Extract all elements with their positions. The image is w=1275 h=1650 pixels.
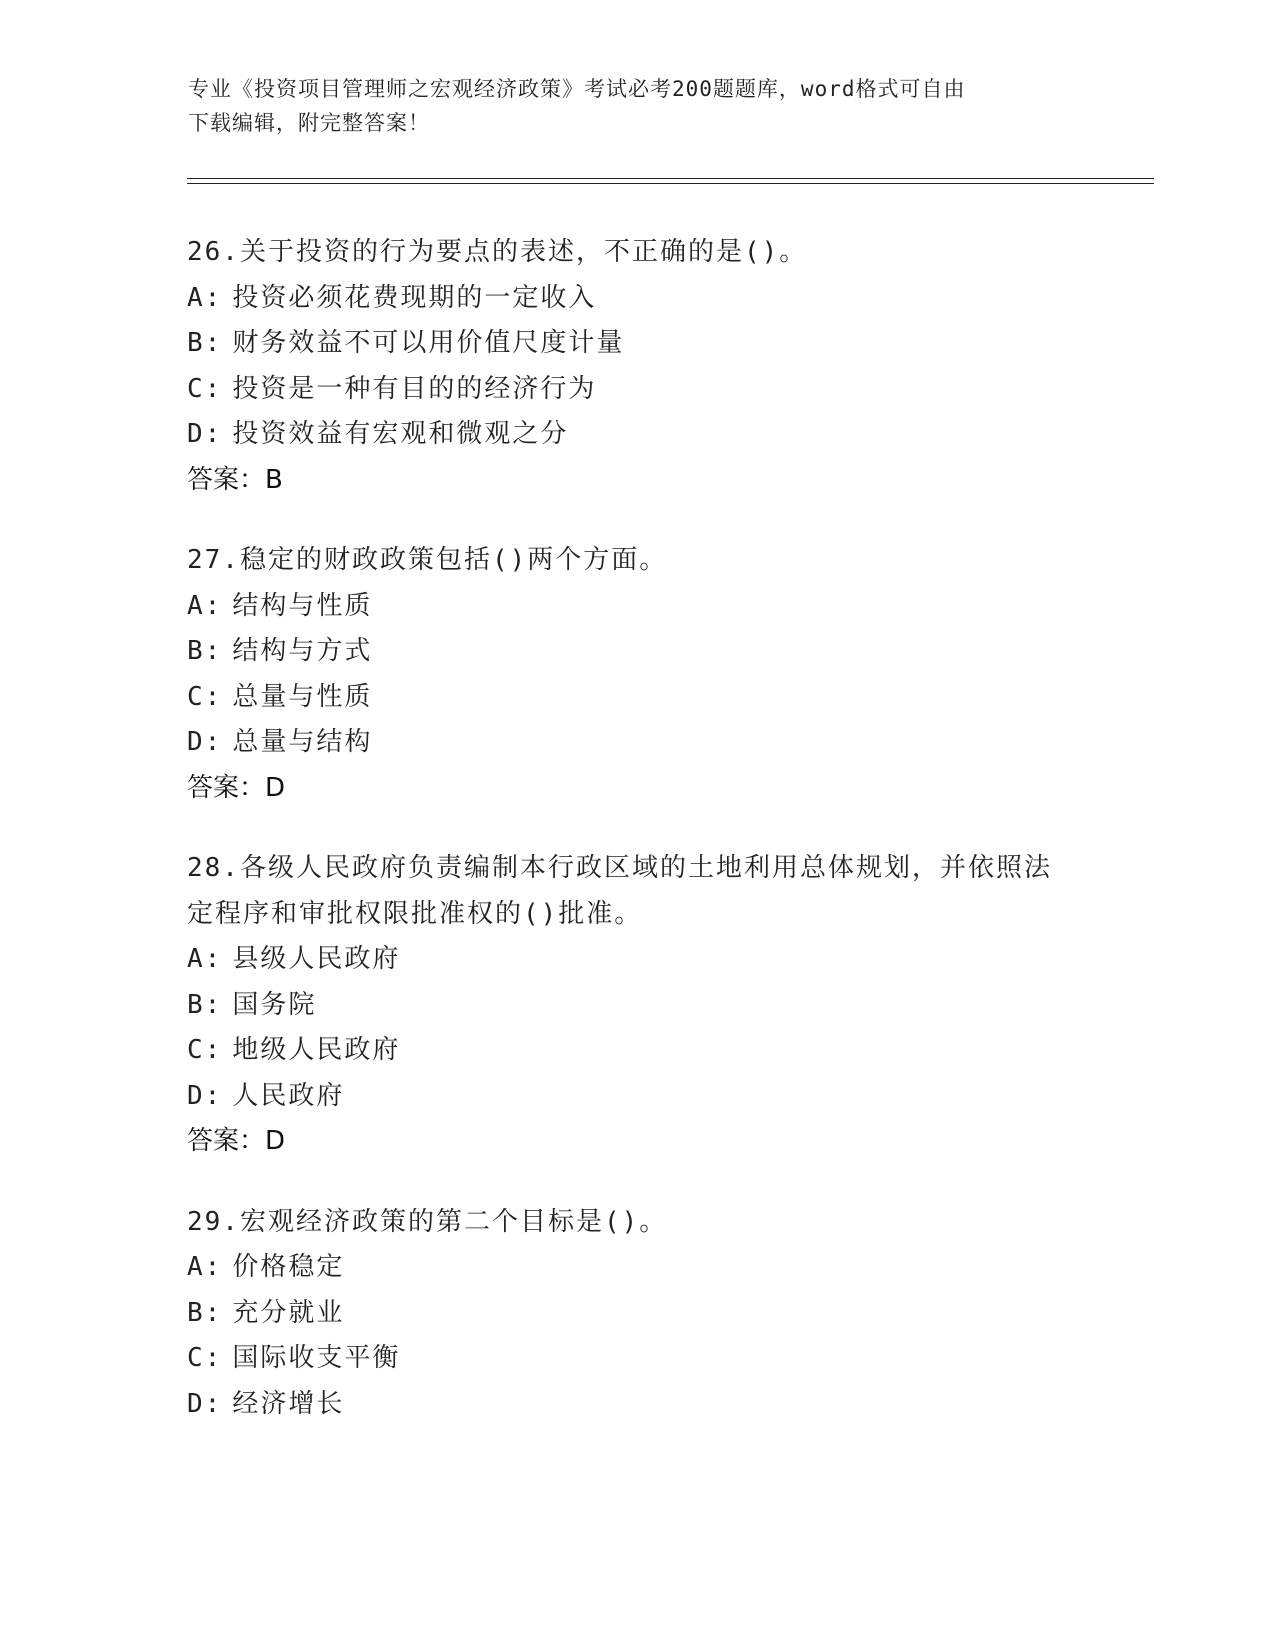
- answer-key: 答案：B: [187, 464, 283, 495]
- header-line-2: 下载编辑，附完整答案！: [188, 111, 430, 135]
- option-text: 价格稳定: [232, 1252, 345, 1282]
- option-text: 结构与方式: [232, 636, 373, 666]
- option-letter: C:: [187, 373, 223, 404]
- answer-option: [187, 321, 1147, 367]
- option-letter: D:: [187, 1080, 223, 1111]
- option-text: 地级人民政府: [232, 1035, 401, 1065]
- option-letter: A:: [187, 1252, 223, 1282]
- question-stem: 28.各级人民政府负责编制本行政区域的土地利用总体规划，并依照法: [187, 853, 1052, 883]
- answer-key: 答案：D: [187, 772, 286, 803]
- answer-option: [187, 1382, 1147, 1428]
- option-text: 充分就业: [232, 1297, 345, 1328]
- option-text: 总量与结构: [232, 727, 373, 757]
- answer-option: [187, 584, 1147, 630]
- option-letter: D:: [187, 1388, 223, 1419]
- header-divider: [187, 178, 1154, 184]
- option-letter: B:: [187, 1297, 223, 1328]
- question-stem: 27.稳定的财政政策包括()两个方面。: [187, 545, 668, 575]
- option-text: 投资是一种有目的的经济行为: [232, 373, 597, 404]
- answer-option: [187, 675, 1147, 721]
- option-text: 结构与性质: [232, 590, 373, 621]
- question-block: [187, 538, 1147, 811]
- option-letter: C:: [187, 1035, 223, 1065]
- option-text: 县级人民政府: [232, 944, 401, 974]
- answer-option: [187, 1291, 1147, 1337]
- answer-option: [187, 983, 1147, 1029]
- answer-key: 答案：D: [187, 1126, 286, 1156]
- answer-option: [187, 1074, 1147, 1120]
- option-letter: D:: [187, 727, 223, 757]
- answer-option: [187, 629, 1147, 675]
- answer-option: [187, 1245, 1147, 1291]
- option-letter: B:: [187, 636, 223, 666]
- option-text: 国际收支平衡: [232, 1343, 401, 1373]
- option-letter: B:: [187, 989, 223, 1020]
- question-stem: 29.宏观经济政策的第二个目标是()。: [187, 1206, 668, 1237]
- option-letter: A:: [187, 944, 223, 974]
- answer-option: [187, 1028, 1147, 1074]
- question-block: [187, 1200, 1147, 1428]
- option-letter: A:: [187, 282, 223, 313]
- option-letter: B:: [187, 328, 223, 358]
- question-stem: 26.关于投资的行为要点的表述，不正确的是()。: [187, 237, 808, 267]
- option-text: 总量与性质: [232, 681, 373, 712]
- answer-option: [187, 937, 1147, 983]
- option-text: 经济增长: [232, 1388, 345, 1419]
- answer-option: [187, 412, 1147, 458]
- option-text: 投资必须花费现期的一定收入: [232, 282, 597, 313]
- option-text: 国务院: [232, 989, 317, 1020]
- question-list: [187, 230, 1147, 1462]
- answer-option: [187, 1336, 1147, 1382]
- option-letter: D:: [187, 419, 223, 449]
- document-header: [188, 72, 1088, 140]
- answer-option: [187, 720, 1147, 766]
- answer-option: [187, 367, 1147, 413]
- option-text: 人民政府: [232, 1080, 345, 1111]
- header-line-1: 专业《投资项目管理师之宏观经济政策》考试必考200题题库，word格式可自由: [188, 77, 966, 101]
- option-text: 投资效益有宏观和微观之分: [232, 419, 569, 449]
- option-text: 财务效益不可以用价值尺度计量: [232, 328, 625, 358]
- option-letter: C:: [187, 1343, 223, 1373]
- option-letter: A:: [187, 590, 223, 621]
- question-block: [187, 230, 1147, 503]
- answer-option: [187, 276, 1147, 322]
- option-letter: C:: [187, 681, 223, 712]
- question-block: [187, 846, 1147, 1165]
- question-stem: 定程序和审批权限批准权的()批准。: [187, 898, 643, 929]
